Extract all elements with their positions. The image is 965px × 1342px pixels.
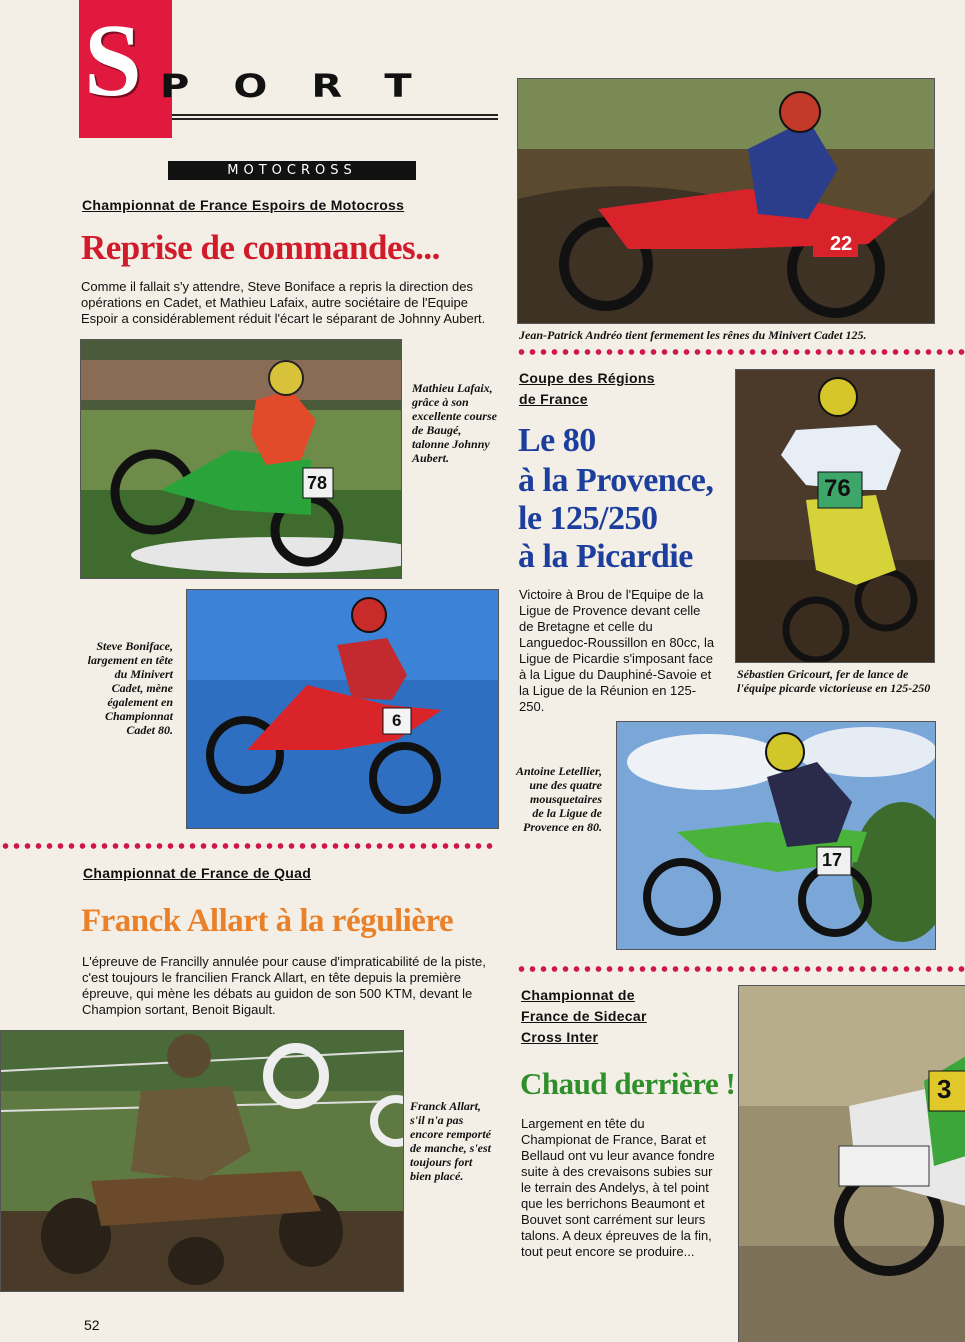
caption-lafaix: Mathieu Lafaix, grâce à son excellente course de Baugé, talonne Johnny Aubert. xyxy=(412,381,497,465)
section-tag-label: MOTOCROSS xyxy=(227,163,357,178)
masthead-initial: S xyxy=(84,3,142,118)
article2-headline-line2: à la Provence, xyxy=(518,462,714,499)
lafaix-race-number: 78 xyxy=(307,473,328,493)
masthead-rest: PORT xyxy=(160,68,456,105)
photo-andreo xyxy=(517,78,935,324)
caption-letellier: Antoine Letellier, une des quatre mousquetaires de la Ligue de Provence en 80. xyxy=(516,764,602,834)
photo-allart-quad xyxy=(0,1030,404,1292)
article1-kicker: Championnat de France Espoirs de Motocross xyxy=(82,197,405,213)
article4-kicker-line2: France de Sidecar xyxy=(521,1008,647,1024)
article3-headline: Franck Allart à la régulière xyxy=(81,903,454,939)
article2-headline-line1: Le 80 xyxy=(518,422,596,459)
caption-gricourt: Sébastien Gricourt, fer de lance de l'équipe picarde victorieuse en 125-250 xyxy=(737,667,931,695)
article2-body: Victoire à Brou de l'Equipe de la Ligue de Provence devant celle de Bretagne et celle du Languedoc-Roussillon en 80cc, la Ligue de Picardie s'imposant face à la Ligue du Dauphiné-Savoie et la Ligue de la Réunion en 125-250. xyxy=(519,587,715,714)
section-tag xyxy=(168,161,416,180)
letellier-race-number: 17 xyxy=(822,850,843,870)
article3-kicker: Championnat de France de Quad xyxy=(83,865,312,881)
caption-andreo: Jean-Patrick Andréo tient fermement les rênes du Minivert Cadet 125. xyxy=(519,328,867,342)
article4-kicker-line1: Championnat de xyxy=(521,987,635,1003)
article2-kicker-line2: de France xyxy=(519,391,588,407)
caption-boniface: Steve Boniface, largement en tête du Minivert Cadet, mène également en Championnat Cadet 80. xyxy=(87,639,173,737)
dotted-divider-left xyxy=(0,842,497,850)
article4-kicker-line3: Cross Inter xyxy=(521,1029,599,1045)
article3-body: L'épreuve de Francilly annulée pour cause d'impraticabilité de la piste, c'est toujours le francilien Franck Allart, en tête depuis la première épreuve, qui mène les débats au guidon de son 500 KTM, devant le Champion sortant, Benoit Bigault. xyxy=(82,954,486,1017)
sidecar-race-number: 3 xyxy=(937,1074,952,1104)
andreo-race-number: 22 xyxy=(830,233,853,255)
article2-headline-line4: à la Picardie xyxy=(518,538,693,575)
gricourt-race-number: 76 xyxy=(824,475,851,502)
article2-kicker-line1: Coupe des Régions xyxy=(519,370,655,386)
photo-lafaix xyxy=(80,339,402,579)
dotted-divider-right xyxy=(516,348,965,356)
dotted-divider-right-lower xyxy=(516,965,965,973)
article1-headline: Reprise de commandes... xyxy=(81,228,440,267)
photo-sidecar xyxy=(738,985,965,1342)
page-number: 52 xyxy=(84,1317,100,1333)
photo-gricourt xyxy=(735,369,935,663)
article4-body: Largement en tête du Championat de France, Barat et Bellaud ont vu leur avance fondre suite à des crevaisons subies sur le terrain des Andelys, à tel point que les berrichons Beaumont et Bouvet sont carrément sur leurs talons. A deux épreuves de la fin, tout peut encore se produire... xyxy=(521,1116,715,1259)
article1-body: Comme il fallait s'y attendre, Steve Boniface a repris la direction des opérations en Cadet, et Mathieu Lafaix, autre sociétaire de l'Equipe Espoir a considérablement réduit l'écart le séparant de Johnny Aubert. xyxy=(81,279,486,326)
article4-headline: Chaud derrière ! xyxy=(520,1066,736,1101)
masthead xyxy=(0,0,500,185)
photo-letellier xyxy=(616,721,936,950)
photo-boniface xyxy=(186,589,499,829)
boniface-race-number: 6 xyxy=(392,711,402,730)
masthead-rule xyxy=(172,114,498,116)
caption-allart: Franck Allart, s'il n'a pas encore remporté de manche, s'est toujours fort bien placé. xyxy=(410,1099,491,1183)
article2-headline-line3: le 125/250 xyxy=(518,500,658,537)
